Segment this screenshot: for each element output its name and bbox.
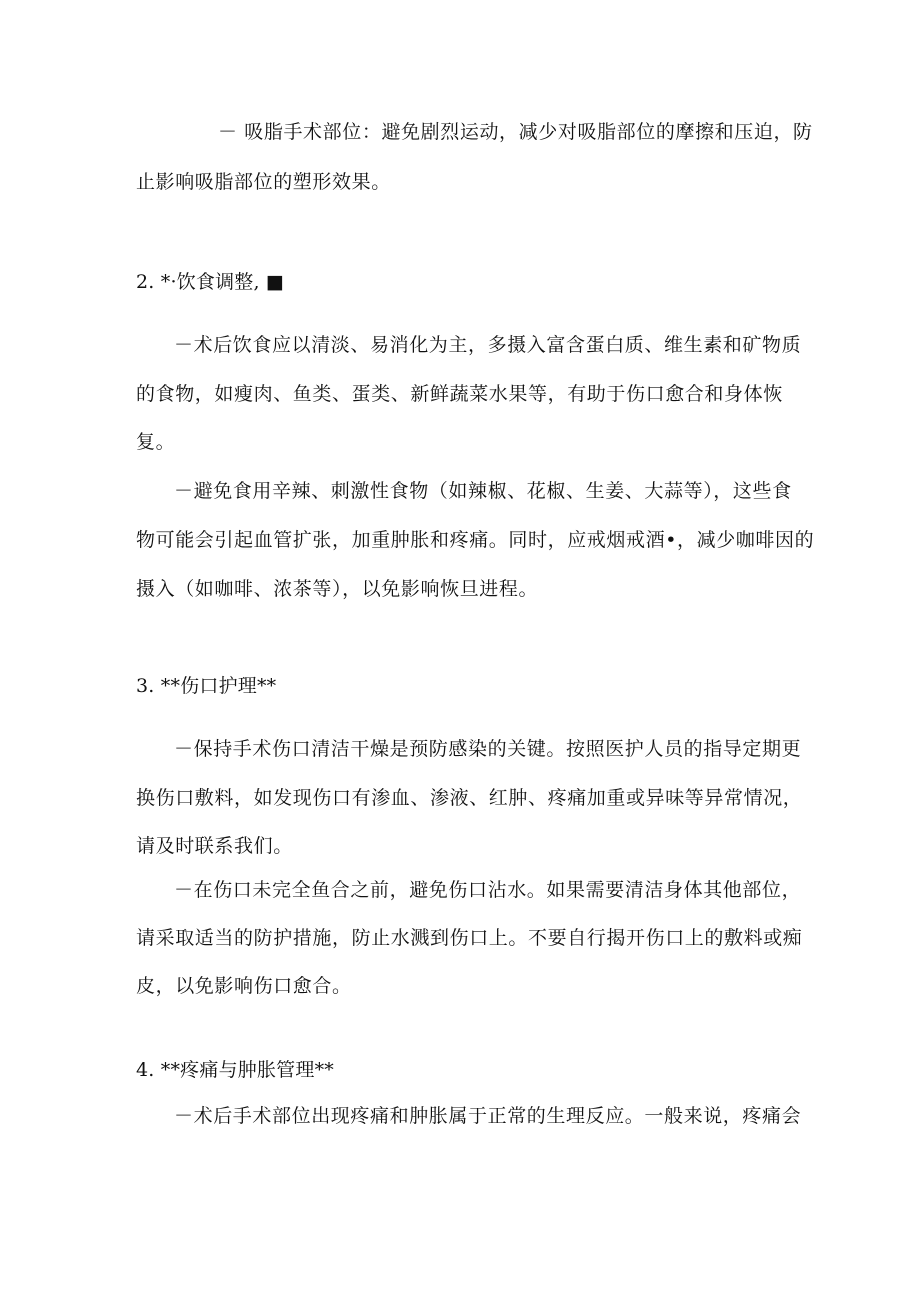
section-heading-diet: 2. *·饮食调整, ■ bbox=[136, 271, 285, 293]
diet-paragraph-2-line-3: 摄入（如咖啡、浓茶等），以免影响恢旦进程。 bbox=[136, 578, 539, 600]
diet-paragraph-1-line-2: 的食物，如瘦肉、鱼类、蛋类、新鲜蔬菜水果等，有助于伤口愈合和身体恢 bbox=[136, 383, 783, 405]
wound-paragraph-2-line-1: －在伤口未完全鱼合之前，避免伤口沾水。如果需要清洁身体其他部位， bbox=[174, 879, 802, 901]
wound-paragraph-1-line-1: －保持手术伤口清洁干燥是预防感染的关键。按照医护人员的指导定期更 bbox=[174, 738, 802, 760]
diet-paragraph-1-line-1: －术后饮食应以清淡、易消化为主，多摄入富含蛋白质、维生素和矿物质 bbox=[174, 334, 802, 356]
wound-paragraph-1-line-3: 请及时联系我们。 bbox=[136, 835, 293, 857]
diet-paragraph-1-line-3: 复。 bbox=[136, 431, 176, 453]
intro-line-1: － 吸脂手术部位：避免剧烈运动，减少对吸脂部位的摩擦和压迫，防 bbox=[218, 121, 813, 143]
wound-paragraph-2-line-3: 皮，以免影响伤口愈合。 bbox=[136, 975, 352, 997]
section-heading-pain-swelling: 4. **疼痛与肿胀管理** bbox=[136, 1059, 334, 1081]
pain-paragraph-1-line-1: －术后手术部位出现疼痛和肿胀属于正常的生理反应。一般来说，疼痛会 bbox=[174, 1105, 802, 1127]
diet-paragraph-2-line-1: －避免食用辛辣、刺激性食物（如辣椒、花椒、生姜、大蒜等），这些食 bbox=[174, 480, 792, 502]
wound-paragraph-1-line-2: 换伤口敷料，如发现伤口有渗血、渗液、红肿、疼痛加重或异味等异常情况， bbox=[136, 787, 803, 809]
intro-line-2: 止影响吸脂部位的塑形效果。 bbox=[136, 171, 391, 193]
section-heading-wound-care: 3. **伤口护理** bbox=[136, 675, 277, 697]
diet-paragraph-2-line-2: 物可能会引起血管扩张，加重肿胀和疼痛。同时，应戒烟戒酒•，减少咖啡因的 bbox=[136, 529, 815, 551]
wound-paragraph-2-line-2: 请采取适当的防护措施，防止水溅到伤口上。不要自行揭开伤口上的敷料或痴 bbox=[136, 927, 803, 949]
